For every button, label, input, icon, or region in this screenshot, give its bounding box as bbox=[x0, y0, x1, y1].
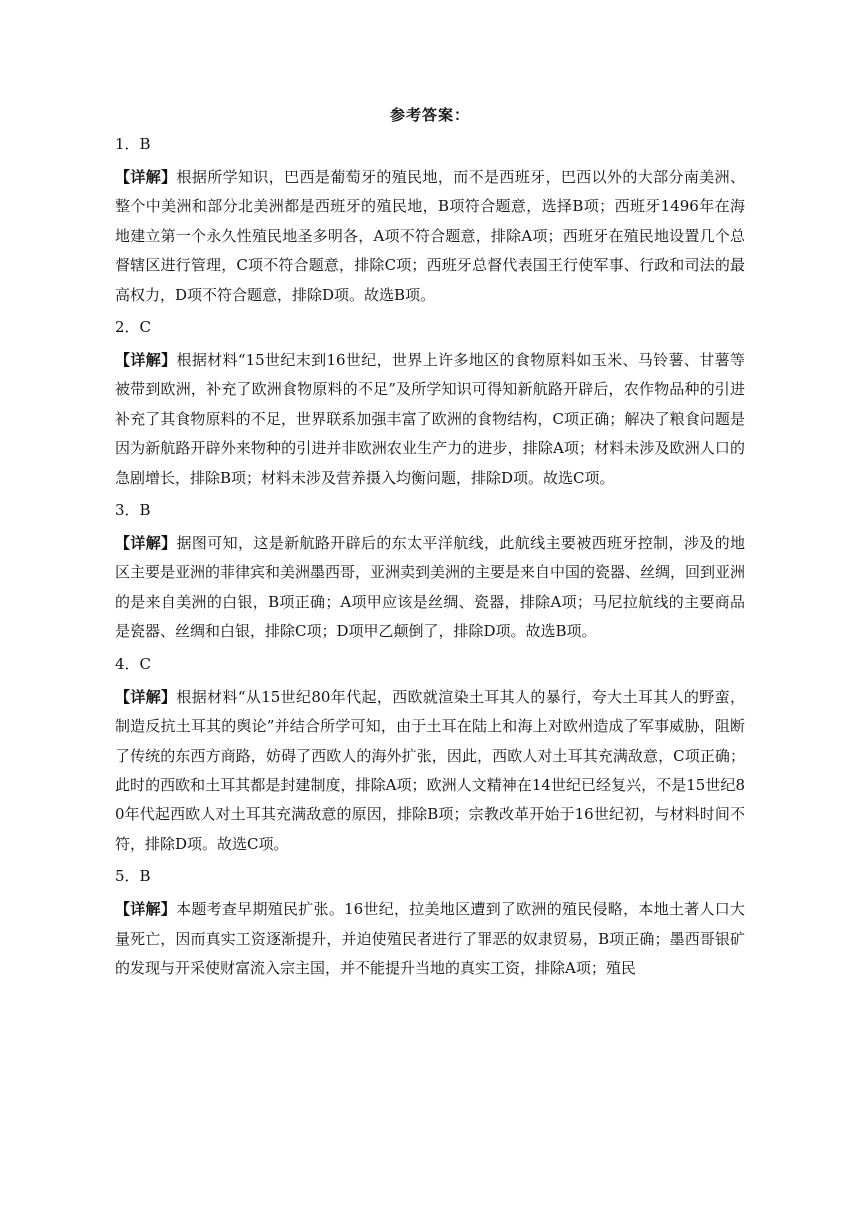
answer-item-1 bbox=[115, 131, 745, 310]
answer-item-3 bbox=[115, 497, 745, 647]
answer-item-5 bbox=[115, 863, 745, 983]
answer-number: 1．B bbox=[115, 135, 151, 153]
explanation-text: 根据材料“15世纪末到16世纪，世界上许多地区的食物原料如玉米、马铃薯、甘薯等被带到欧洲，补充了欧洲食物原料的不足”及所学知识可得知新航路开辟后，农作物品种的引进补充了其食物原料的不足，世界联系加强丰富了欧洲的食物结构，C项正确；解决了粮食问题是因为新航路开辟外来物种的引进并非欧洲农业生产力的进步，排除A项；材料未涉及欧洲人口的急剧增长，排除B项；材料未涉及营养摄入均衡问题，排除D项。故选C项。 bbox=[115, 351, 745, 487]
explanation-tag: 【详解】 bbox=[115, 687, 177, 706]
answer-number: 5．B bbox=[115, 867, 151, 886]
explanation-tag: 【详解】 bbox=[115, 534, 177, 553]
answer-number: 3．B bbox=[115, 501, 151, 520]
answer-explanation bbox=[115, 529, 745, 647]
explanation-tag: 【详解】 bbox=[115, 351, 177, 370]
answer-explanation bbox=[115, 895, 745, 983]
answer-number: 2．C bbox=[115, 318, 152, 337]
explanation-text: 根据所学知识，巴西是葡萄牙的殖民地，而不是西班牙，巴西以外的大部分南美洲、整个中美洲和部分北美洲都是西班牙的殖民地，B项符合题意，选择B项；西班牙1496年在海地建立第一个永久性殖民地圣多明各，A项不符合题意，排除A项；西班牙在殖民地设置几个总督辖区进行管理，C项不符合题意，排除C项；西班牙总督代表国王行使军事、行政和司法的最高权力，D项不符合题意，排除D项。故选B项。 bbox=[115, 168, 745, 304]
answer-explanation bbox=[115, 346, 745, 493]
explanation-text: 本题考查早期殖民扩张。16世纪，拉美地区遭到了欧洲的殖民侵略，本地土著人口大量死亡，因而真实工资逐渐提升，并迫使殖民者进行了罪恶的奴隶贸易，B项正确；墨西哥银矿的发现与开采使财富流入宗主国，并不能提升当地的真实工资，排除A项；殖民 bbox=[115, 900, 745, 977]
explanation-text: 根据材料“从15世纪80年代起，西欧就渲染土耳其人的暴行，夸大土耳其人的野蛮，制造反抗土耳其的舆论”并结合所学可知，由于土耳在陆上和海上对欧州造成了军事威胁，阻断了传统的东西方商路，妨碍了西欧人的海外扩张，因此，西欧人对土耳其充满敌意，C项正确；此时的西欧和土耳其都是封建制度，排除A项；欧洲人文精神在14世纪已经复兴，不是15世纪80年代起西欧人对土耳其充满敌意的原因，排除B项；宗教改革开始于16世纪初，与材料时间不符，排除D项。故选C项。 bbox=[115, 687, 745, 853]
answer-item-4 bbox=[115, 651, 745, 859]
answer-explanation bbox=[115, 683, 745, 859]
explanation-tag: 【详解】 bbox=[115, 168, 177, 186]
answer-number: 4．C bbox=[115, 654, 152, 673]
page-title: 参考答案： bbox=[389, 106, 470, 124]
answer-item-2 bbox=[115, 314, 745, 493]
explanation-text: 据图可知，这是新航路开辟后的东太平洋航线，此航线主要被西班牙控制，涉及的地区主要是亚洲的菲律宾和美洲墨西哥，亚洲卖到美洲的主要是来自中国的瓷器、丝绸，回到亚洲的是来自美洲的白银，B项正确；A项甲应该是丝绸、瓷器，排除A项；马尼拉航线的主要商品是瓷器、丝绸和白银，排除C项；D项甲乙颠倒了，排除D项。故选B项。 bbox=[115, 534, 746, 641]
answer-sheet bbox=[115, 103, 745, 987]
explanation-tag: 【详解】 bbox=[115, 900, 177, 919]
answer-explanation bbox=[115, 163, 745, 310]
